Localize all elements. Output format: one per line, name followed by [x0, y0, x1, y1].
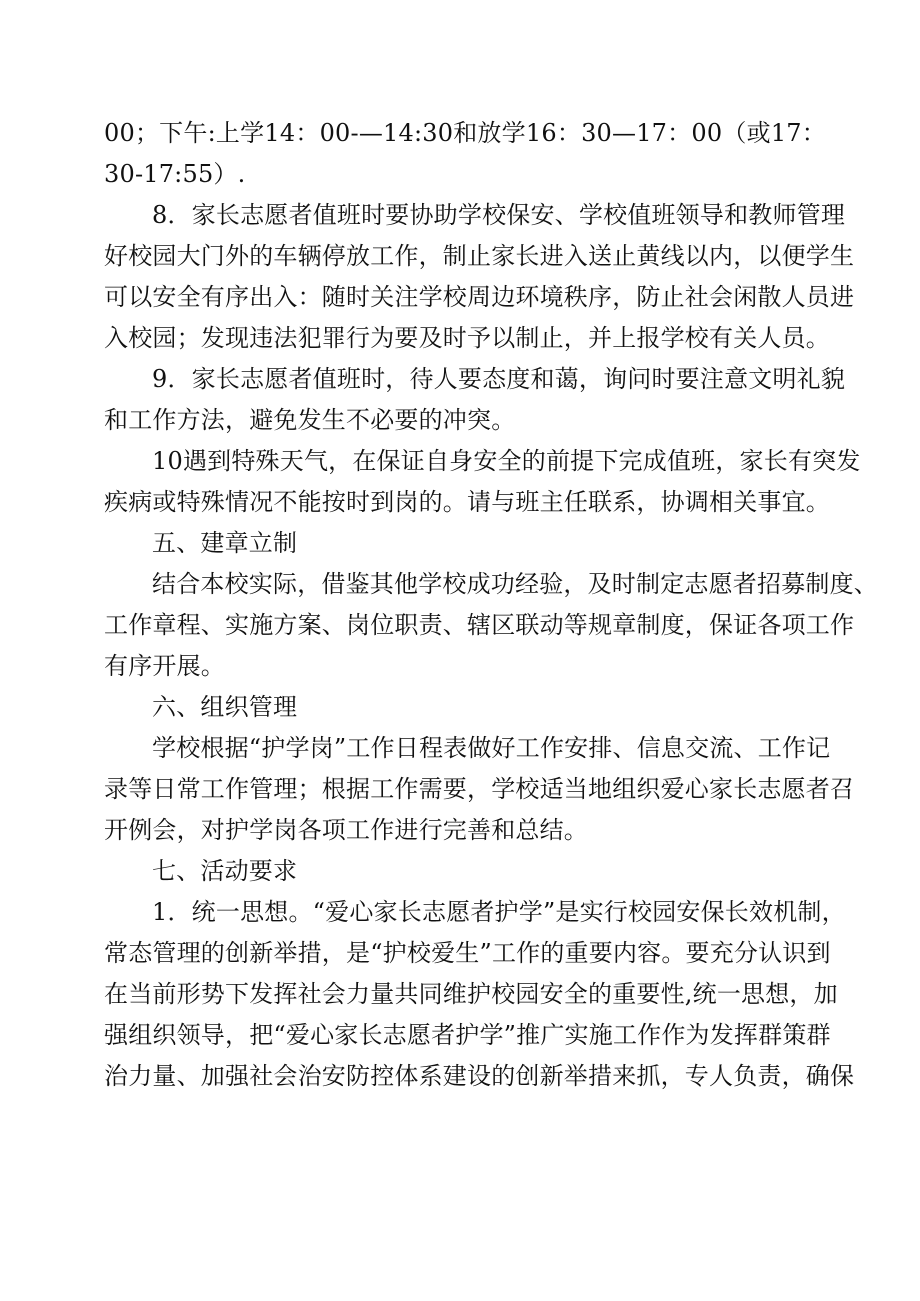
text-line: 疾病或特殊情况不能按时到岗的。请与班主任联系，协调相关事宜。	[104, 488, 830, 516]
text-line: 00；下午:上学14：00-—14:30和放学16：30—17：00（或17：	[104, 119, 826, 147]
text-line: 和工作方法，避免发生不必要的冲突。	[104, 406, 516, 434]
text-line: 学校根据“护学岗”工作日程表做好工作安排、信息交流、工作记	[152, 734, 831, 762]
text-line: 10遇到特殊天气，在保证自身安全的前提下完成值班，家长有突发	[152, 447, 861, 475]
text-line: 结合本校实际，借鉴其他学校成功经验，及时制定志愿者招募制度、	[152, 570, 878, 598]
text-line: 1．统一思想。“爱心家长志愿者护学”是实行校园安保长效机制，	[152, 898, 846, 926]
section-heading: 五、建章立制	[152, 529, 298, 557]
document-body	[104, 113, 878, 1097]
text-line: 工作章程、实施方案、岗位职责、辖区联动等规章制度，保证各项工作	[104, 611, 855, 639]
text-line: 可以安全有序出入：随时关注学校周边环境秩序，防止社会闲散人员进	[104, 283, 855, 311]
section-heading: 六、组织管理	[152, 693, 298, 721]
text-line: 常态管理的创新举措，是“护校爱生”工作的重要内容。要充分认识到	[104, 939, 831, 967]
text-line: 入校园；发现违法犯罪行为要及时予以制止，并上报学校有关人员。	[104, 324, 830, 352]
section-heading: 七、活动要求	[152, 857, 298, 885]
text-line: 好校园大门外的车辆停放工作，制止家长进入送止黄线以内，以便学生	[104, 242, 855, 270]
text-line: 8．家长志愿者值班时要协助学校保安、学校值班领导和教师管理	[152, 201, 846, 229]
text-line: 9．家长志愿者值班时，待人要态度和蔼，询问时要注意文明礼貌	[152, 365, 846, 393]
text-line: 录等日常工作管理；根据工作需要，学校适当地组织爱心家长志愿者召	[104, 775, 855, 803]
text-line: 治力量、加强社会治安防控体系建设的创新举措来抓，专人负责，确保	[104, 1062, 855, 1090]
text-line: 30-17:55）.	[104, 160, 246, 188]
text-line: 有序开展。	[104, 652, 225, 680]
text-line: 开例会，对护学岗各项工作进行完善和总结。	[104, 816, 588, 844]
text-line: 强组织领导，把“爱心家长志愿者护学”推广实施工作作为发挥群策群	[104, 1021, 831, 1049]
text-line: 在当前形势下发挥社会力量共同维护校园安全的重要性,统一思想，加	[104, 980, 838, 1008]
